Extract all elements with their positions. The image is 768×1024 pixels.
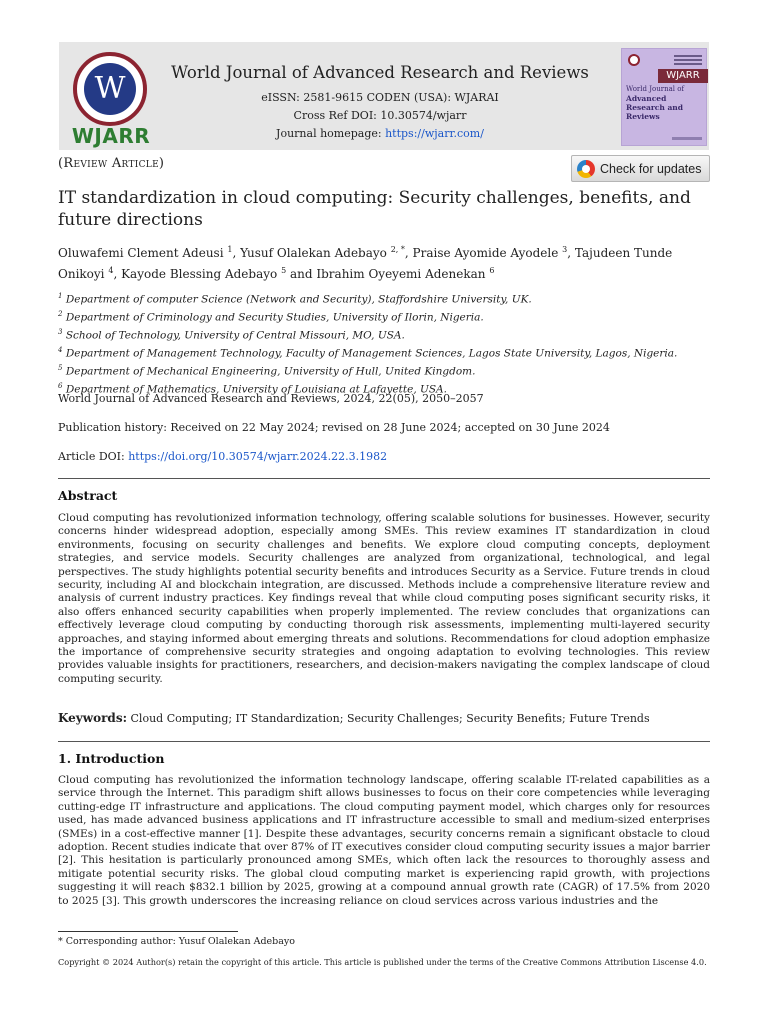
affiliation-item <box>58 361 718 379</box>
cover-line: World Journal of <box>626 85 685 93</box>
publication-history: Publication history: Received on 22 May 2024; revised on 28 June 2024; accepted on 30 June 2024 <box>58 421 610 434</box>
author-name: Ibrahim Oyeyemi Adenekan <box>316 267 486 281</box>
affiliation-number: 3 <box>58 328 63 336</box>
abstract-text: Cloud computing has revolutionized information technology, offering scalable solutions for businesses. However, security concerns hinder widespread adoption, especially among SMEs. This review examines IT standardization in cloud environments, focusing on security challenges and benefits. We explore cloud computing concepts, deployment strategies, and service models. Security challenges are analyzed from organizational, technological, and legal perspectives. The study highlights potential security benefits and introduces Security as a Service. Future trends in cloud security, including AI and blockchain integration, are discussed. Methods include a comprehensive literature review and analysis of current industry practices. Key findings reveal that while cloud computing poses significant security risks, it also offers enhanced security capabilities when properly implemented. The review concludes that organizations can effectively leverage cloud computing by conducting thorough risk assessments, implementing multi-layered security approaches, and staying informed about emerging threats and solutions. Recommendations for cloud adoption emphasize the importance of comprehensive security strategies and ongoing adaptation to evolving technologies. This review provides valuable insights for practitioners, researchers, and decision-makers navigating the complex landscape of cloud computing security. <box>58 512 710 685</box>
affiliation-item <box>58 343 718 361</box>
affiliation-item <box>58 289 718 307</box>
affiliation-number: 6 <box>58 382 63 390</box>
author-separator: , <box>404 246 413 260</box>
author-name: Praise Ayomide Ayodele <box>412 246 559 260</box>
introduction-heading: 1. Introduction <box>58 751 165 766</box>
cover-title <box>626 85 704 121</box>
affiliation-number: 5 <box>58 364 63 372</box>
cover-badge-icon <box>628 54 640 66</box>
cover-title-bar: WJARR <box>658 69 708 83</box>
author-name: Yusuf Olalekan Adebayo <box>240 246 387 260</box>
author-affiliation-marker: 6 <box>489 266 495 275</box>
corresponding-author-footnote: * Corresponding author: Yusuf Olalekan Adebayo <box>58 936 295 947</box>
keywords-label: Keywords: <box>58 711 128 725</box>
affiliation-text: Department of Management Technology, Faculty of Management Sciences, Lagos State University, Lagos, Nigeria. <box>65 347 678 360</box>
author-list <box>58 241 708 283</box>
article-title: IT standardization in cloud computing: Security challenges, benefits, and future directions <box>58 188 691 230</box>
footnote-rule <box>58 931 238 932</box>
author-affiliation-marker: 4 <box>108 266 114 275</box>
logo-letter: W <box>84 63 136 115</box>
affiliation-item <box>58 307 718 325</box>
logo-text: WJARR <box>71 124 151 148</box>
divider <box>58 741 710 742</box>
author-separator: , <box>113 267 122 281</box>
cover-footer-mark <box>672 137 702 140</box>
cover-line: Reviews <box>626 112 660 121</box>
doi-label: Article DOI: <box>58 450 125 463</box>
cover-small-print <box>674 55 702 67</box>
affiliation-number: 2 <box>58 310 63 318</box>
journal-cover-thumbnail[interactable] <box>621 48 707 146</box>
copyright-notice: Copyright © 2024 Author(s) retain the copyright of this article. This article is published under the terms of the Creative Commons Attribution Liscense 4.0. <box>58 957 707 967</box>
keywords <box>58 711 710 725</box>
author-affiliation-marker: 2, * <box>390 245 405 254</box>
keywords-text: Cloud Computing; IT Standardization; Security Challenges; Security Benefits; Future Trends <box>130 712 650 725</box>
journal-logo <box>71 52 151 147</box>
crossref-doi-line: Cross Ref DOI: 10.30574/wjarr <box>293 109 467 122</box>
abstract-heading: Abstract <box>58 488 118 503</box>
affiliation-item <box>58 325 718 343</box>
author-separator: , <box>567 246 575 260</box>
logo-ring <box>73 52 147 126</box>
affiliation-text: School of Technology, University of Central Missouri, MO, USA. <box>65 329 405 342</box>
check-updates-label: Check for updates <box>600 161 702 176</box>
author-name: Tajudeen Tunde Onikoyi <box>58 246 673 281</box>
affiliation-number: 1 <box>58 292 63 300</box>
author-affiliation-marker: 1 <box>227 245 233 254</box>
author-name: Kayode Blessing Adebayo <box>121 267 278 281</box>
article-type: (Review Article) <box>58 156 165 171</box>
divider <box>58 478 710 479</box>
homepage-label: Journal homepage: <box>276 127 382 140</box>
affiliation-text: Department of Mechanical Engineering, University of Hull, United Kingdom. <box>65 365 476 378</box>
journal-name: World Journal of Advanced Research and Reviews <box>171 63 589 82</box>
check-updates-icon <box>577 160 595 178</box>
author-separator: and <box>286 267 317 281</box>
affiliation-text: Department of Criminology and Security Studies, University of Ilorin, Nigeria. <box>65 311 484 324</box>
author-separator: , <box>232 246 241 260</box>
article-doi <box>58 450 708 463</box>
affiliation-number: 4 <box>58 346 63 354</box>
affiliation-text: Department of Mathematics, University of Louisiana at Lafayette, USA. <box>65 383 447 396</box>
introduction-text: Cloud computing has revolutionized the information technology landscape, offering scalable IT-related capabilities as a service through the Internet. This paradigm shift allows businesses to focus on their core competencies while leveraging cutting-edge IT infrastructure and applications. The cloud computing payment model, which charges only for resources used, has made advanced business applications and IT infrastructure accessible to small and medium-sized enterprises (SMEs) in a cost-effective manner [1]. Despite these advantages, security concerns remain a significant obstacle to cloud adoption. Recent studies indicate that over 87% of IT executives consider cloud computing security issues a major barrier [2]. This hesitation is particularly pronounced among SMEs, which often lack the resources to thoroughly assess and mitigate potential security risks. The global cloud computing market is experiencing rapid growth, with projections suggesting it will reach $832.1 billion by 2025, growing at a compound annual growth rate (CAGR) of 17.5% from 2020 to 2025 [3]. This growth underscores the increasing reliance on cloud services across various industries and the <box>58 774 710 907</box>
citation-line: World Journal of Advanced Research and Reviews, 2024, 22(05), 2050–2057 <box>58 392 484 405</box>
author-name: Oluwafemi Clement Adeusi <box>58 246 224 260</box>
cover-line: Research and <box>626 103 683 112</box>
issn-line: eISSN: 2581-9615 CODEN (USA): WJARAI <box>261 91 499 104</box>
check-for-updates-button[interactable] <box>571 155 710 182</box>
affiliation-text: Department of computer Science (Network and Security), Staffordshire University, UK. <box>65 293 532 306</box>
cover-line: Advanced <box>626 94 667 103</box>
author-affiliation-marker: 5 <box>281 266 287 275</box>
homepage-link[interactable]: https://wjarr.com/ <box>385 127 484 140</box>
homepage-line <box>160 127 600 140</box>
affiliations <box>58 289 718 397</box>
doi-link[interactable]: https://doi.org/10.30574/wjarr.2024.22.3.1982 <box>128 450 388 463</box>
author-affiliation-marker: 3 <box>562 245 568 254</box>
